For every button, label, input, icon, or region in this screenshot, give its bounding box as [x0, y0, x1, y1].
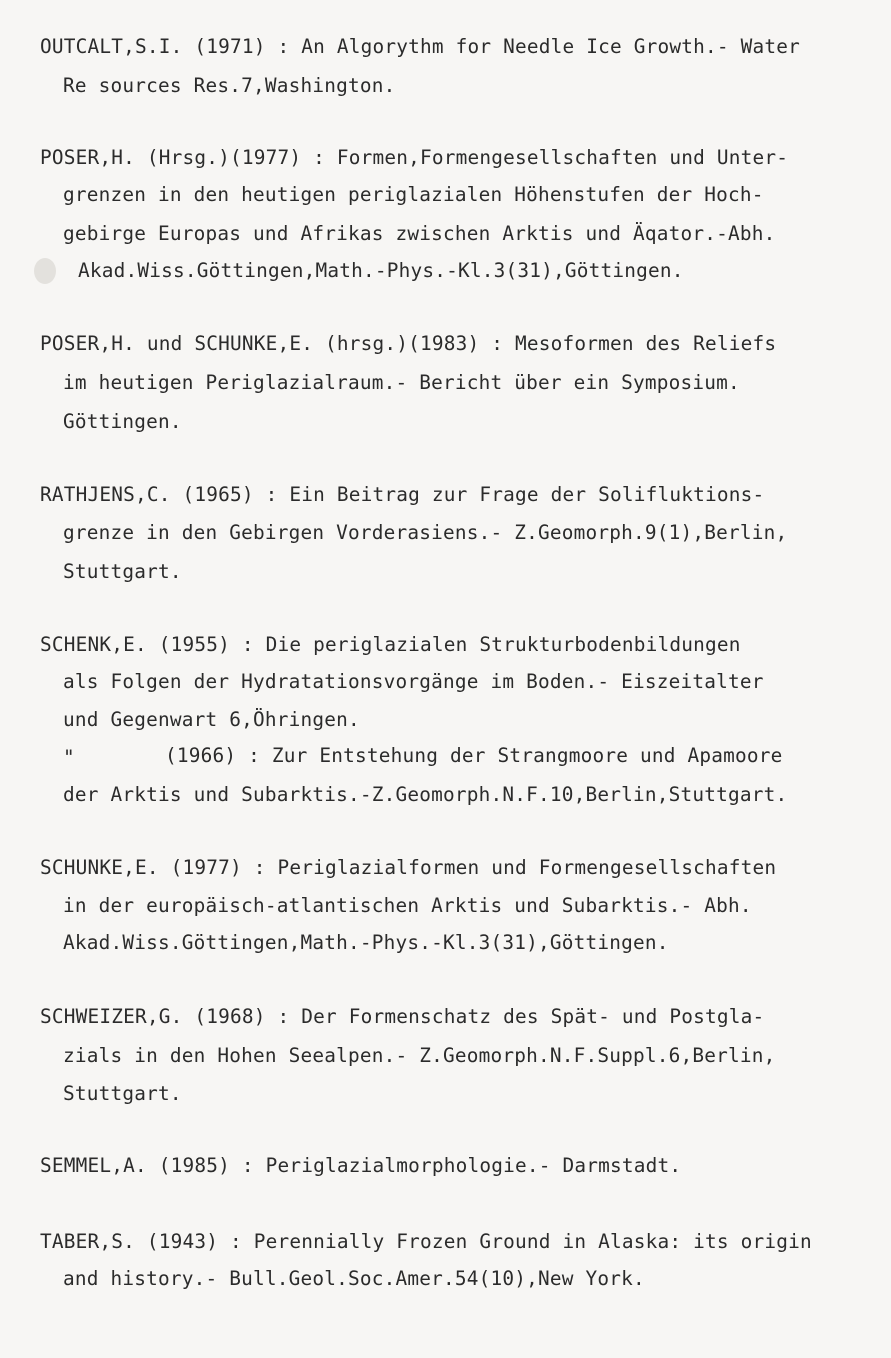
reference-line: gebirge Europas und Afrikas zwischen Arktis und Äqator.-Abh.: [63, 222, 776, 245]
ditto-mark: ": [63, 746, 75, 769]
reference-line: RATHJENS,C. (1965) : Ein Beitrag zur Frage der Solifluktions-: [40, 483, 765, 506]
reference-line: SCHWEIZER,G. (1968) : Der Formenschatz des Spät- und Postgla-: [40, 1005, 765, 1028]
reference-line: SEMMEL,A. (1985) : Periglazialmorphologie.- Darmstadt.: [40, 1154, 682, 1177]
reference-line: grenze in den Gebirgen Vorderasiens.- Z.Geomorph.9(1),Berlin,: [63, 521, 788, 544]
reference-line: (1966) : Zur Entstehung der Strangmoore und Apamoore: [165, 744, 783, 767]
reference-line: and history.- Bull.Geol.Soc.Amer.54(10),New York.: [63, 1267, 645, 1290]
reference-line: POSER,H. und SCHUNKE,E. (hrsg.)(1983) : Mesoformen des Reliefs: [40, 332, 777, 355]
reference-line: SCHENK,E. (1955) : Die periglazialen Strukturbodenbildungen: [40, 633, 741, 656]
reference-line: im heutigen Periglazialraum.- Bericht über ein Symposium.: [63, 371, 740, 394]
reference-line: TABER,S. (1943) : Perennially Frozen Ground in Alaska: its origin: [40, 1230, 812, 1253]
reference-line: in der europäisch-atlantischen Arktis und Subarktis.- Abh.: [63, 894, 752, 917]
reference-line: Göttingen.: [63, 410, 182, 433]
reference-line: Stuttgart.: [63, 1082, 182, 1105]
reference-line: zials in den Hohen Seealpen.- Z.Geomorph.N.F.Suppl.6,Berlin,: [63, 1044, 776, 1067]
reference-line: POSER,H. (Hrsg.)(1977) : Formen,Formengesellschaften und Unter-: [40, 146, 789, 169]
reference-line: SCHUNKE,E. (1977) : Periglazialformen und Formengesellschaften: [40, 856, 777, 879]
reference-line: Re sources Res.7,Washington.: [63, 74, 396, 97]
paper-speck: [34, 258, 56, 284]
reference-line: Stuttgart.: [63, 560, 182, 583]
reference-line: und Gegenwart 6,Öhringen.: [63, 708, 360, 731]
reference-line: Akad.Wiss.Göttingen,Math.-Phys.-Kl.3(31),Göttingen.: [63, 931, 669, 954]
reference-line: grenzen in den heutigen periglazialen Höhenstufen der Hoch-: [63, 183, 764, 206]
reference-line: der Arktis und Subarktis.-Z.Geomorph.N.F.10,Berlin,Stuttgart.: [63, 783, 788, 806]
reference-line: OUTCALT,S.I. (1971) : An Algorythm for Needle Ice Growth.- Water: [40, 35, 800, 58]
reference-line: als Folgen der Hydratationsvorgänge im Boden.- Eiszeitalter: [63, 670, 764, 693]
reference-line: Akad.Wiss.Göttingen,Math.-Phys.-Kl.3(31),Göttingen.: [78, 259, 684, 282]
